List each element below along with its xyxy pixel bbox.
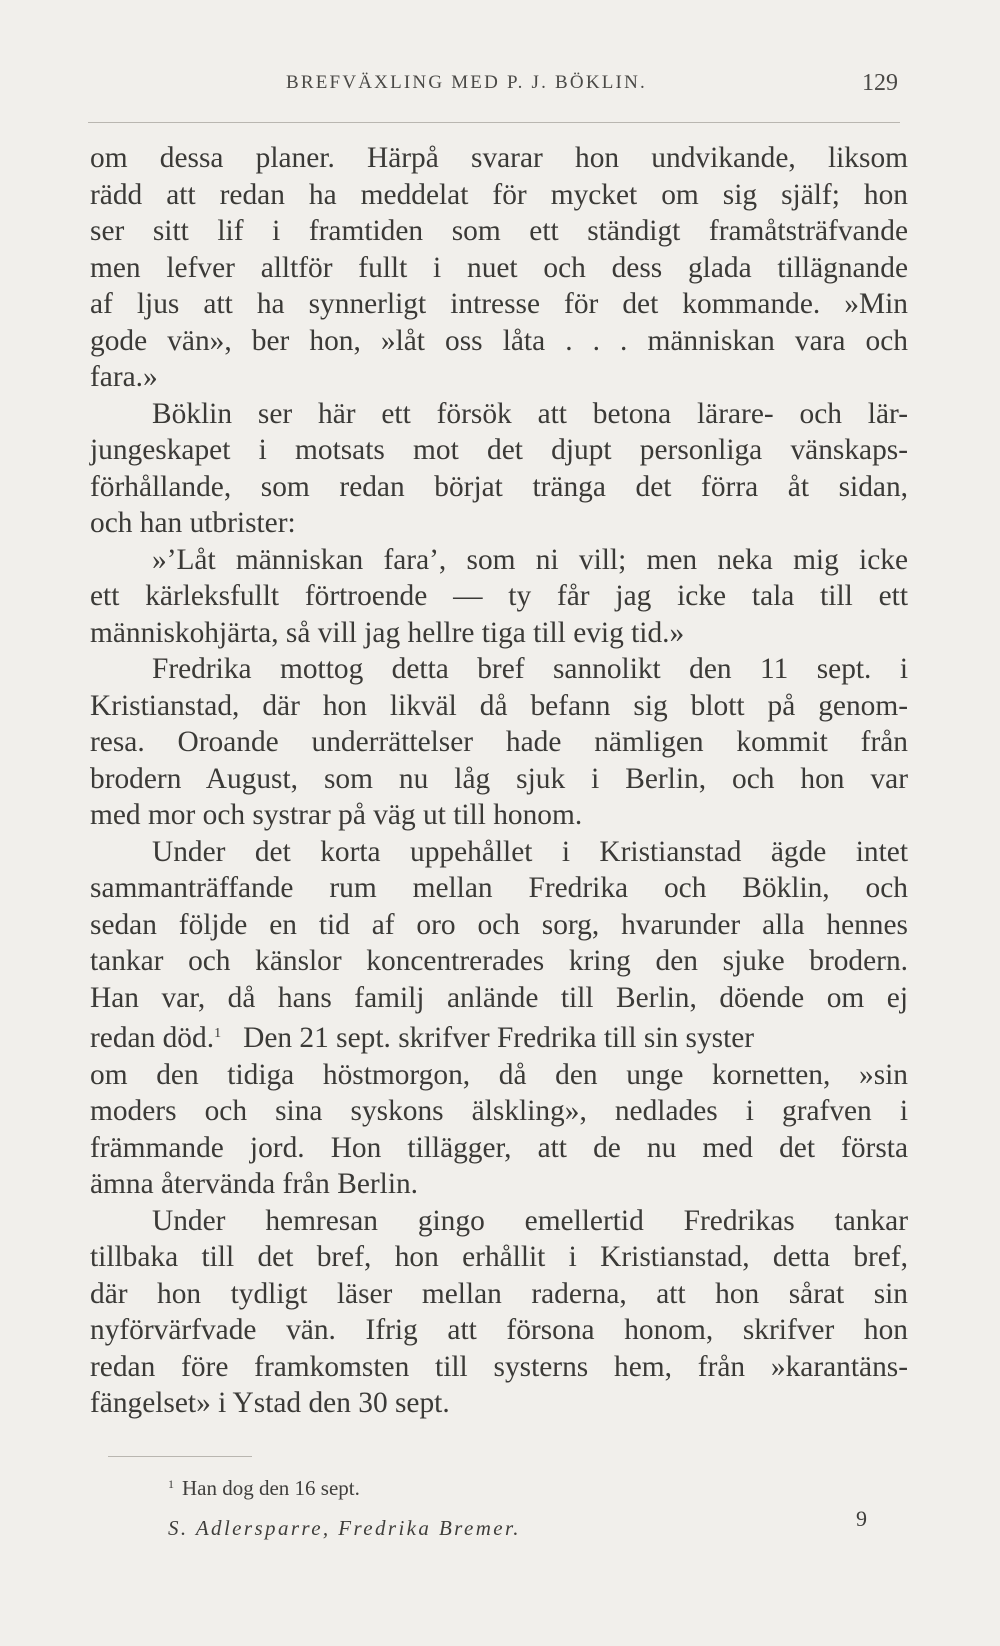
text-line: nyförvärfvade vän. Ifrig att försona honom, skrifver hon: [90, 1314, 908, 1346]
text-line: brodern August, som nu låg sjuk i Berlin, och hon var: [90, 762, 908, 795]
text-line: Fredrika mottog detta bref sannolikt den 11 sept. i: [152, 653, 908, 685]
text-line: Under det korta uppehållet i Kristianstad ägde intet: [152, 835, 908, 868]
sheet-number: 9: [856, 1506, 867, 1531]
text-line: ämna återvända från Berlin.: [90, 1168, 419, 1200]
text-line: och han utbrister:: [90, 507, 296, 539]
text-line: förhållande, som redan börjat tränga det förra åt sidan,: [90, 470, 908, 503]
text-line: om dessa planer. Härpå svarar hon undvikande, liksom: [90, 142, 908, 174]
text-line: med mor och systrar på väg ut till honom.: [90, 799, 583, 831]
text-line: Han var, då hans familj anlände till Berlin, döende om ej: [90, 981, 908, 1014]
text-line: resa. Oroande underrättelser hade nämligen kommit från: [90, 726, 908, 758]
text-line: där hon tydligt läser mellan raderna, att hon sårat sin: [90, 1277, 908, 1310]
text-fragment: [221, 1022, 243, 1054]
text-line: människohjärta, så vill jag hellre tiga till evig tid.»: [90, 616, 685, 649]
text-line: gode vän», ber hon, »låt oss låta . . . människan vara och: [90, 324, 908, 357]
text-line: Kristianstad, där hon likväl då befann sig blott på genom-: [90, 689, 908, 722]
footnote-marker: 1: [168, 1477, 174, 1491]
running-head: BREFVÄXLING MED P. J. BÖKLIN.: [286, 72, 647, 93]
text-line: [90, 1016, 908, 1057]
page-header: [88, 72, 900, 102]
text-line: »’Låt människan fara’, som ni vill; men neka mig icke: [152, 543, 908, 576]
page-number: 129: [862, 70, 898, 96]
text-line: af ljus att ha synnerligt intresse för det kommande. »Min: [90, 288, 908, 320]
footnote-rule: [108, 1456, 252, 1457]
text-line: tankar och känslor koncentrerades kring den sjuke brodern.: [90, 945, 908, 977]
signature-mark: S. Adlersparre, Fredrika Bremer.: [168, 1516, 521, 1540]
text-line: om den tidiga höstmorgon, då den unge kornetten, »sin: [90, 1058, 908, 1091]
text-line: rädd att redan ha meddelat för mycket om sig själf; hon: [90, 178, 908, 211]
text-line: främmande jord. Hon tillägger, att de nu med det första: [90, 1131, 908, 1164]
text-line: ett kärleksfullt förtroende — ty får jag icke tala till ett: [90, 580, 908, 612]
footnote-reference: 1: [214, 1026, 222, 1041]
text-fragment: redan död.: [90, 1022, 215, 1054]
text-line: ser sitt lif i framtiden som ett ständigt framåtsträfvande: [90, 215, 908, 247]
text-line: jungeskapet i motsats mot det djupt personliga vänskaps-: [90, 434, 908, 466]
text-line: Under hemresan gingo emellertid Fredrikas tankar: [152, 1204, 908, 1237]
text-line: Böklin ser här ett försök att betona lärare- och lär-: [152, 397, 908, 430]
footnote: [168, 1476, 360, 1501]
footnote-text: Han dog den 16 sept.: [182, 1476, 360, 1500]
text-line: sammanträffande rum mellan Fredrika och Böklin, och: [90, 872, 908, 904]
text-line: sedan följde en tid af oro och sorg, hvarunder alla hennes: [90, 908, 908, 941]
body-text: [90, 140, 908, 1422]
text-line: redan före framkomsten till systerns hem, från »karantäns-: [90, 1350, 908, 1383]
text-line: fängelset» i Ystad den 30 sept.: [90, 1387, 450, 1419]
text-line: fara.»: [90, 361, 158, 393]
header-rule: [88, 122, 900, 123]
text-fragment: Den 21 sept. skrifver Fredrika till sin syster: [243, 1022, 755, 1054]
text-line: moders och sina syskons älskling», nedlades i grafven i: [90, 1095, 908, 1127]
text-line: men lefver alltför fullt i nuet och dess glada tillägnande: [90, 251, 908, 284]
text-line: tillbaka till det bref, hon erhållit i Kristianstad, detta bref,: [90, 1241, 908, 1273]
